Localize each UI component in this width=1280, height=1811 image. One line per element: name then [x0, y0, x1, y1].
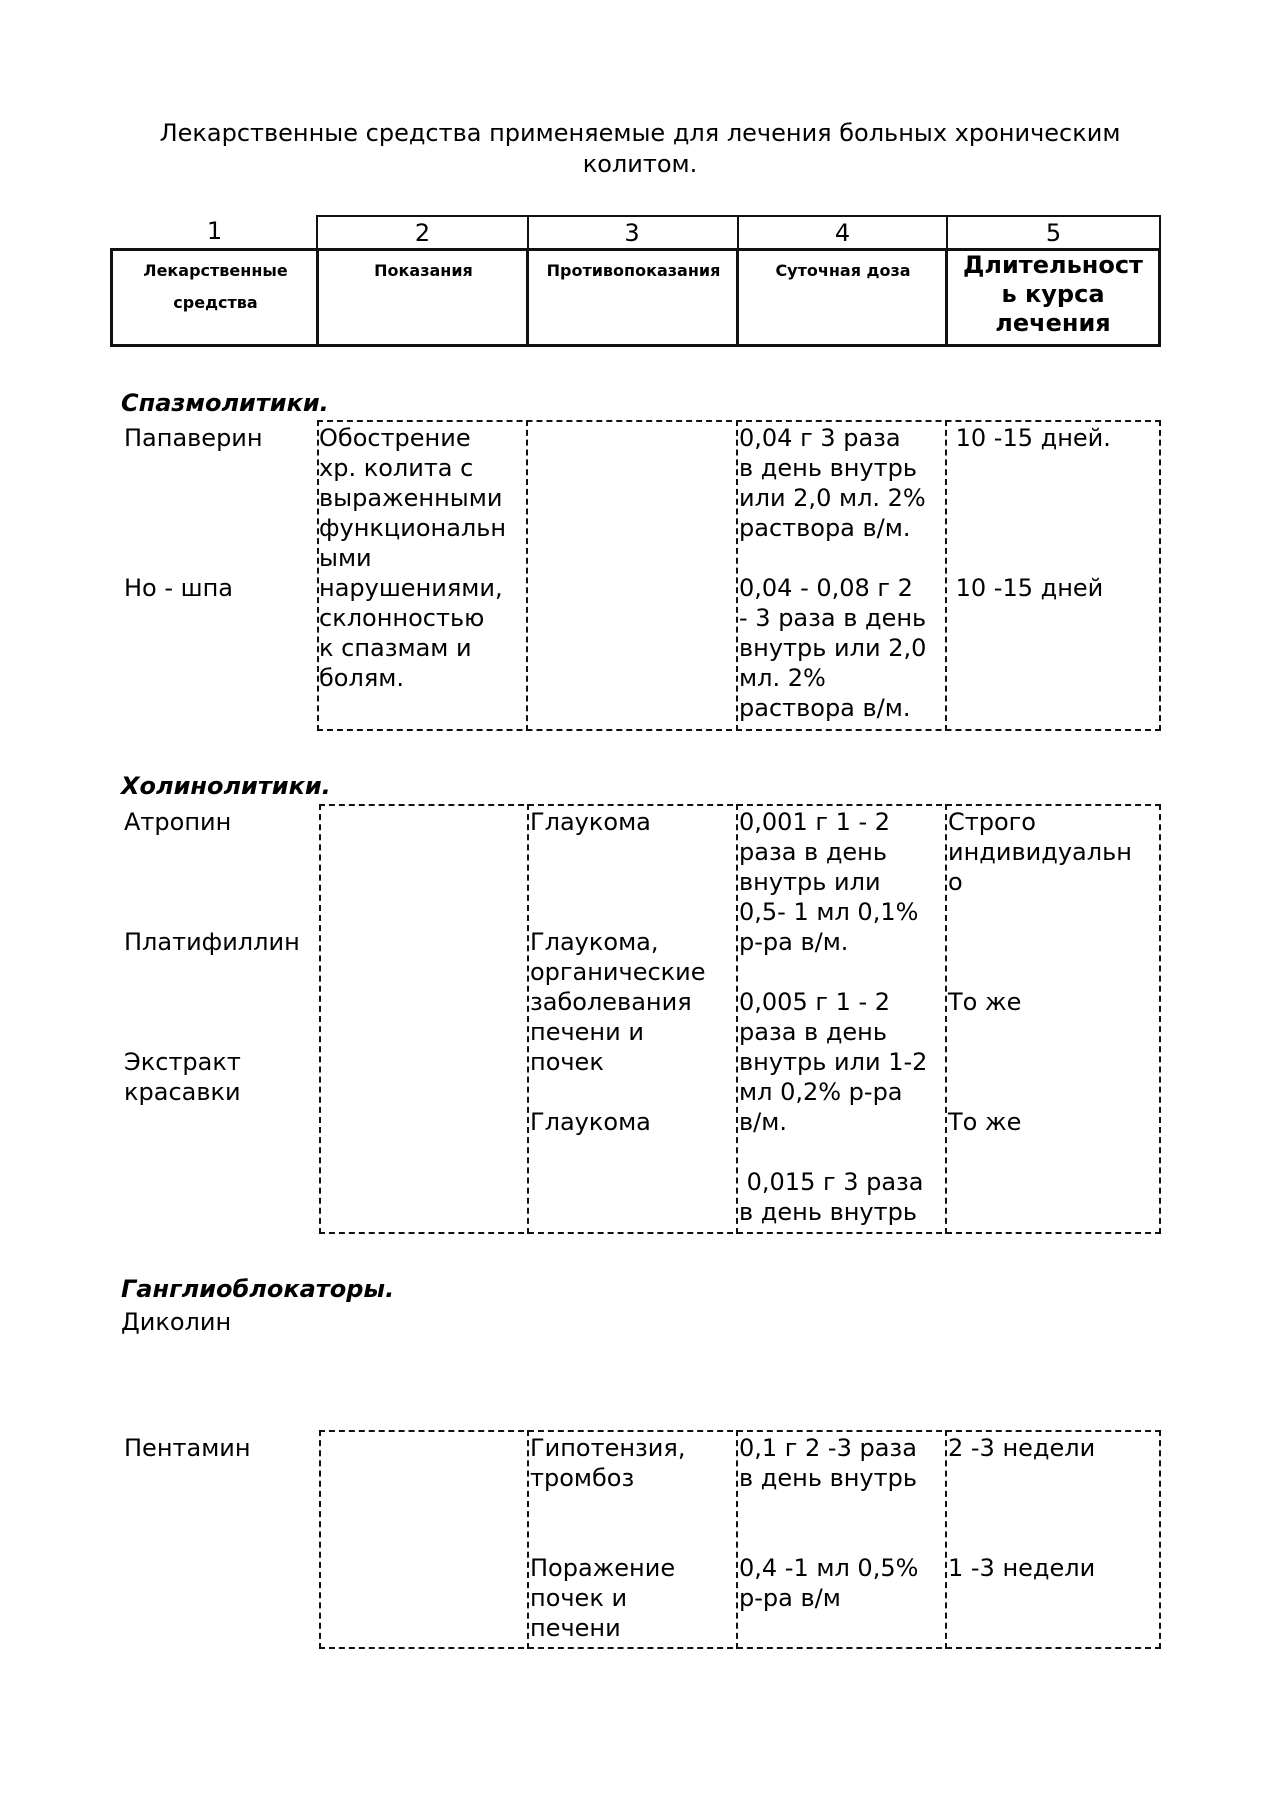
cell-line: 0,4 -1 мл 0,5% [739, 1554, 919, 1582]
cell-line: 0,04 - 0,08 г 2 [739, 574, 913, 602]
cell-line: р-ра в/м. [739, 928, 849, 956]
dose-cell [739, 423, 926, 723]
cell-line: 1 -3 недели [948, 1554, 1096, 1582]
cell-line: заболевания [530, 988, 692, 1016]
cell-line: или 2,0 мл. 2% [739, 484, 926, 512]
cell-line: склонностью [319, 604, 485, 632]
dose-cell [739, 1433, 918, 1613]
cell-line [948, 1523, 1095, 1553]
cell-line [530, 867, 706, 897]
section-heading-ganglionic-blockers: Ганглиоблокаторы. [121, 1275, 395, 1303]
duration-cell [948, 423, 1111, 603]
header-drugs [110, 248, 318, 347]
cell-line: Поражение [530, 1554, 676, 1582]
column-divider [736, 804, 738, 1234]
cell-line: печени и [530, 1018, 644, 1046]
cell-line: почек и [530, 1584, 628, 1612]
cell-line: 0,015 г 3 раза [739, 1168, 924, 1196]
cell-line [948, 957, 1132, 987]
cell-line: Глаукома, [530, 928, 659, 956]
column-divider [945, 804, 947, 1234]
column-divider [945, 1430, 947, 1649]
cell-line: 0,04 г 3 раза [739, 424, 901, 452]
cell-line: 0,001 г 1 - 2 [739, 808, 891, 836]
cell-line: внутрь или 1-2 [739, 1048, 928, 1076]
column-divider [945, 420, 947, 731]
cell-line [739, 1137, 927, 1167]
cell-line: 0,5- 1 мл 0,1% [739, 898, 919, 926]
header-contraindications [526, 248, 738, 347]
cell-line [948, 1463, 1095, 1493]
cell-line [948, 1017, 1132, 1047]
drug-name: Папаверин [124, 424, 263, 452]
cell-line: к спазмам и [319, 634, 472, 662]
cell-line [530, 1077, 706, 1107]
cell-line: мл. 2% [739, 664, 826, 692]
header-duration-line-2: ь курса [1001, 280, 1105, 308]
cell-line [530, 1493, 685, 1523]
cell-line: печени [530, 1614, 621, 1642]
cell-line: ыми [319, 544, 372, 572]
cell-line: тромбоз [530, 1464, 635, 1492]
cell-line [948, 1077, 1132, 1107]
drug-name: Экстракт [124, 1048, 241, 1076]
cell-line [948, 453, 1111, 483]
drug-name: Атропин [124, 808, 232, 836]
cell-line [948, 897, 1132, 927]
cell-line [739, 543, 926, 573]
indications-cell [319, 423, 506, 693]
cell-line [948, 1047, 1132, 1077]
cell-line [948, 1493, 1095, 1523]
cell-line: р-ра в/м [739, 1584, 841, 1612]
cell-line: болям. [319, 664, 404, 692]
drug-name-dicolin: Диколин [121, 1308, 232, 1336]
cell-line [530, 897, 706, 927]
cell-line: раствора в/м. [739, 514, 911, 542]
column-number-1: 1 [206, 217, 223, 245]
cell-line: Строго [948, 808, 1036, 836]
cell-line: Гипотензия, [530, 1434, 686, 1462]
column-divider [736, 420, 738, 731]
cell-line [530, 837, 706, 867]
cell-line: в/м. [739, 1108, 787, 1136]
cell-line: раза в день [739, 838, 888, 866]
cell-line: почек [530, 1048, 604, 1076]
cell-line: хр. колита с [319, 454, 474, 482]
cell-line: 10 -15 дней [948, 574, 1104, 602]
contraindications-cell [530, 1433, 685, 1643]
title-line-2: колитом. [582, 150, 698, 178]
cell-line: в день внутрь [739, 454, 917, 482]
cell-line [739, 957, 927, 987]
section-heading-spasmolytics: Спазмолитики. [121, 389, 329, 417]
cell-line: функциональн [319, 514, 507, 542]
header-duration-line-1: Длительност [963, 251, 1143, 279]
cell-line: о [948, 868, 963, 896]
drug-name: Пентамин [124, 1434, 251, 1462]
section-heading-cholinolytics: Холинолитики. [121, 772, 331, 800]
cell-line [948, 543, 1111, 573]
column-number-5: 5 [946, 215, 1161, 249]
cell-line: раза в день [739, 1018, 888, 1046]
cell-line: в день внутрь [739, 1464, 917, 1492]
column-divider [526, 420, 528, 731]
header-daily-dose-label: Суточная доза [775, 261, 911, 280]
column-number-2: 2 [316, 215, 529, 249]
cell-line [948, 513, 1111, 543]
header-drugs-line-2: средства [173, 293, 258, 312]
cell-line: органические [530, 958, 706, 986]
cell-line [948, 483, 1111, 513]
column-divider [736, 1430, 738, 1649]
cell-line: индивидуальн [948, 838, 1132, 866]
duration-cell [948, 1433, 1095, 1583]
cell-line: 2 -3 недели [948, 1434, 1096, 1462]
cell-line: 0,1 г 2 -3 раза [739, 1434, 917, 1462]
header-duration-line-3: лечения [995, 309, 1111, 337]
header-daily-dose [736, 248, 947, 347]
cell-line: Обострение [319, 424, 471, 452]
column-number-4: 4 [737, 215, 948, 249]
cell-line: выраженными [319, 484, 503, 512]
title-line-1: Лекарственные средства применяемые для лечения больных хроническим [159, 119, 1121, 147]
contraindications-cell [530, 807, 706, 1137]
header-indications [316, 248, 528, 347]
header-contraindications-label: Противопоказания [546, 261, 721, 280]
drug-name: Платифиллин [124, 928, 300, 956]
cell-line: в день внутрь [739, 1198, 917, 1226]
cell-line: Глаукома [530, 1108, 651, 1136]
header-drugs-line-1: Лекарственные [143, 261, 288, 280]
cell-line: 10 -15 дней. [948, 424, 1111, 452]
cell-line: внутрь или 2,0 [739, 634, 927, 662]
cell-line: внутрь или [739, 868, 881, 896]
column-number-3: 3 [527, 215, 739, 249]
header-course-duration [945, 248, 1161, 347]
cell-line [739, 1493, 918, 1523]
cell-line [739, 1523, 918, 1553]
duration-cell [948, 807, 1132, 1137]
document-title [100, 118, 1180, 180]
cell-line: раствора в/м. [739, 694, 911, 722]
cell-line [948, 927, 1132, 957]
drug-name: красавки [124, 1078, 241, 1106]
cell-line: - 3 раза в день [739, 604, 927, 632]
cell-line: Глаукома [530, 808, 651, 836]
cell-line: нарушениями, [319, 574, 503, 602]
cell-line: мл 0,2% р-ра [739, 1078, 903, 1106]
drug-name: Но - шпа [124, 574, 234, 602]
column-divider [527, 1430, 529, 1649]
cell-line [530, 1523, 685, 1553]
header-indications-label: Показания [374, 261, 473, 280]
cell-line: То же [948, 1108, 1022, 1136]
cell-line: То же [948, 988, 1022, 1016]
column-divider [527, 804, 529, 1234]
cell-line: 0,005 г 1 - 2 [739, 988, 891, 1016]
dose-cell [739, 807, 927, 1227]
